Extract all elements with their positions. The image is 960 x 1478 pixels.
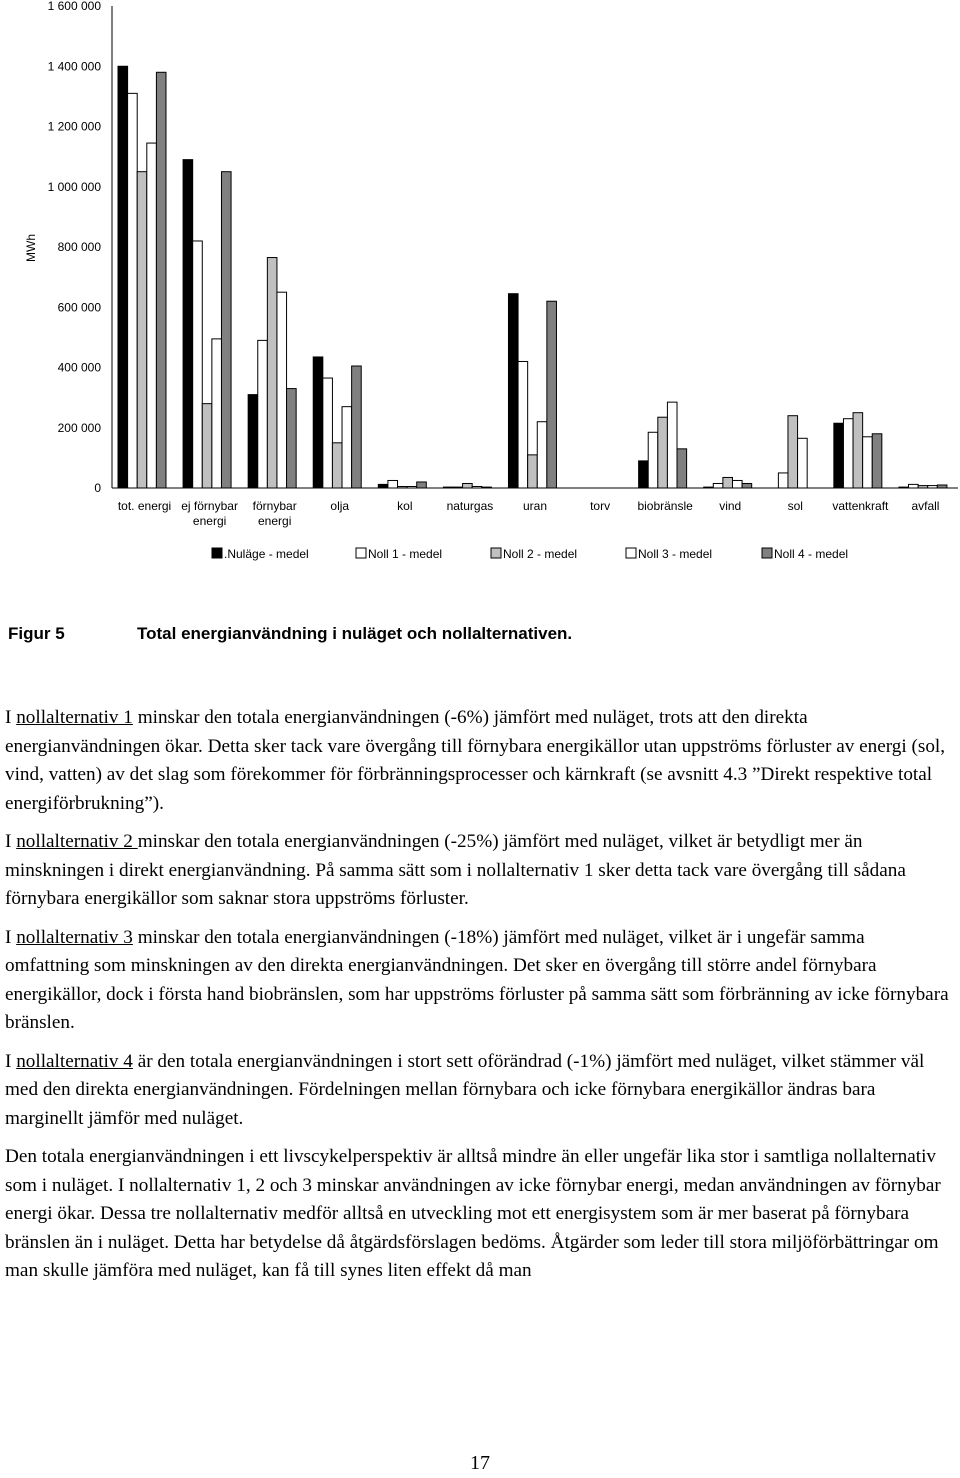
bar	[313, 357, 323, 488]
y-tick-label: 400 000	[57, 360, 101, 375]
bar	[156, 72, 166, 488]
bar	[723, 477, 733, 488]
bar	[202, 404, 212, 488]
bar	[853, 413, 863, 488]
x-axis-labels	[118, 499, 940, 528]
x-tick-label: uran	[522, 499, 548, 513]
x-tick-label: vattenkraft	[832, 499, 889, 513]
paragraph-4: I nollalternativ 4 är den totala energianvändningen i stort sett oförändrad (-1%) jämfört med nuläget, vilket stämmer väl med den direkta energianvändningen. Fördelningen mellan förnybara och icke förnybara energikällor ändras bara marginellt jämför med nuläget.	[5, 1050, 925, 1129]
page-number: 17	[470, 1452, 490, 1474]
y-tick-label: 1 400 000	[47, 59, 101, 74]
x-tick-label: vind	[719, 499, 742, 513]
nollalternativ-4-link: nollalternativ 4	[16, 1050, 133, 1072]
bar	[352, 366, 362, 488]
bar	[537, 422, 547, 488]
bar	[732, 480, 742, 488]
x-tick-label: förnybar energi	[252, 499, 297, 528]
bar	[193, 241, 203, 488]
bar	[658, 417, 668, 488]
x-tick-label: olja	[330, 499, 350, 513]
bar	[667, 402, 677, 488]
x-tick-label: biobränsle	[637, 499, 693, 513]
x-tick-label: naturgas	[446, 499, 494, 513]
bar	[909, 484, 919, 488]
legend-swatch	[491, 548, 501, 558]
bar	[648, 432, 658, 488]
paragraph-5: Den totala energianvändningen i ett livscykelperspektiv är alltså mindre än eller ungefär lika stor i samtliga nollalternativ som i nuläget. I nollalternativ 1, 2 och 3 minskar användningen av icke förnybar energi, medan användningen av förnybar energi ökar. Dessa tre nollalternativ medför alltså en utveckling mot ett energisystem som är mer baserat på förnybara bränslen än i nuläget. Detta har betydelse då åtgärdsförslagen bedöms. Åtgärder som leder till stora miljöförbättringar om man skulle jämföra med nuläget, kan få till synes liten effekt då man	[5, 1146, 941, 1281]
bar	[713, 483, 723, 488]
paragraph-1: I nollalternativ 1 minskar den totala energianvändningen (-6%) jämfört med nuläget, trots att den direkta energianvändningen ökar. Detta sker tack vare övergång till förnybara energikällor utan uppströms förluster av energi (sol, vind, vatten) av det slag som förekommer för förbränningsprocesser och kärnkraft (se avsnitt 4.3 ”Direkt respektive total energiförbrukning”).	[5, 707, 946, 814]
y-tick-label: 1 600 000	[47, 0, 101, 13]
bar	[183, 160, 193, 488]
bar	[342, 407, 352, 488]
axes	[112, 6, 958, 488]
y-tick-label: 1 000 000	[47, 179, 101, 194]
bar	[287, 389, 297, 488]
legend-label: .Nuläge - medel	[224, 547, 309, 561]
x-tick-label: avfall	[911, 499, 940, 513]
body-text	[5, 704, 950, 1296]
bar	[388, 480, 398, 488]
legend-swatch	[356, 548, 366, 558]
legend-label: Noll 4 - medel	[774, 547, 849, 561]
chart-legend	[212, 547, 848, 561]
bar	[639, 461, 649, 488]
bar	[332, 443, 342, 488]
legend-label: Noll 2 - medel	[503, 547, 578, 561]
bar	[277, 292, 287, 488]
legend-swatch	[626, 548, 636, 558]
x-tick-label: kol	[397, 499, 413, 513]
bar	[463, 483, 473, 488]
bar	[834, 423, 844, 488]
bar	[788, 416, 798, 488]
y-tick-label: 200 000	[57, 420, 101, 435]
bar	[221, 172, 231, 488]
figure-label: Figur 5	[8, 624, 65, 643]
bar	[147, 143, 157, 488]
bar	[518, 361, 528, 488]
bar	[843, 419, 853, 488]
y-tick-label: 800 000	[57, 240, 101, 254]
bar	[267, 258, 277, 488]
y-tick-label: 600 000	[57, 300, 101, 315]
bar	[258, 340, 268, 488]
x-tick-label: torv	[590, 499, 611, 513]
nollalternativ-1-link: nollalternativ 1	[16, 707, 133, 728]
y-tick-label: 1 200 000	[47, 119, 101, 134]
y-tick-label: 0	[94, 481, 101, 495]
bar	[798, 438, 808, 488]
legend-swatch	[762, 548, 772, 558]
bar	[742, 483, 752, 488]
bar	[128, 93, 138, 488]
legend-label: Noll 1 - medel	[368, 547, 443, 561]
figure-title: Total energianvändning i nuläget och nollalternativen.	[137, 624, 573, 643]
legend-swatch	[212, 548, 222, 558]
bar	[248, 395, 258, 488]
bar	[778, 473, 788, 488]
bar	[677, 449, 687, 488]
bar	[547, 301, 557, 488]
bar	[378, 484, 388, 488]
nollalternativ-2-link: nollalternativ 2	[16, 831, 138, 852]
bar	[118, 66, 128, 488]
bar	[872, 434, 882, 488]
energy-bar-chart	[0, 0, 960, 580]
bar	[417, 482, 427, 488]
bars-group	[118, 66, 947, 488]
bar	[508, 294, 518, 488]
bar	[212, 339, 222, 488]
bar	[137, 172, 147, 488]
x-tick-label: sol	[787, 499, 803, 513]
x-tick-label: ej förnybar energi	[181, 499, 238, 528]
bar	[323, 378, 333, 488]
y-axis-label: MWh	[24, 234, 38, 262]
paragraph-2: I nollalternativ 2 minskar den totala energianvändningen (-25%) jämfört med nuläget, vilket är betydligt mer än minskningen i direkt energianvändning. På samma sätt som i nollalternativ 1 sker detta tack vare övergång till sådana förnybara energikällor som saknar stora uppströms förluster.	[5, 831, 906, 909]
y-axis-ticks	[48, 0, 102, 495]
paragraph-3: I nollalternativ 3 minskar den totala energianvändningen (-18%) jämfört med nuläget, vilket är i ungefär samma omfattning som minskningen av den direkta energianvändningen. Det sker en övergång till större andel förnybara energikällor, dock i första hand biobränslen, som har uppströms förluster på samma sätt som förbränning av icke förnybara bränslen.	[5, 926, 949, 1033]
bar	[528, 455, 538, 488]
x-tick-label: tot. energi	[117, 499, 172, 513]
legend-label: Noll 3 - medel	[638, 547, 713, 561]
bar	[863, 437, 873, 488]
nollalternativ-3-link: nollalternativ 3	[16, 926, 133, 948]
